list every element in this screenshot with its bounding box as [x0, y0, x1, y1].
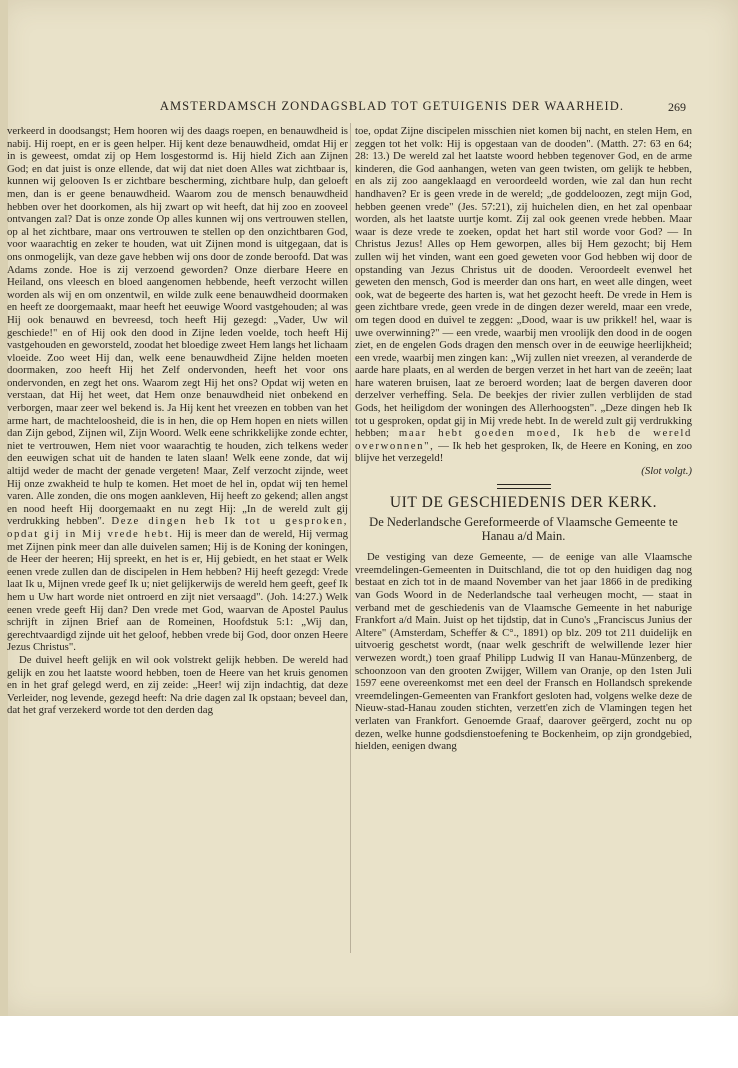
left-paragraph-2: De duivel heeft gelijk en wil ook volstrekt gelijk hebben. De wereld had gelijk en zou het laatste woord hebben, toen de Heere van het kruis genomen en in het graf gelegd werd, en zij zeide: „Heer! wij zijn indachtig, dat deze Verleider, nog levende, gezegd heeft: Na drie dagen zal Ik opstaan; beveel dan, dat het graf verzekerd worde tot den derden dag — [7, 653, 348, 717]
ornament-rule — [497, 484, 551, 489]
left-spaced-quote: Deze dingen heb Ik tot u gesproken, opdat gij in Mij vrede hebt. — [7, 515, 349, 540]
left-column — [7, 125, 348, 717]
right-paragraph-1-end: — Ik heb het gesproken, Ik, de Heere en Koning, en zoo blijve het verzegeld! — [355, 439, 692, 465]
right-spaced-quote: maar hebt goeden moed, Ik heb de wereld overwonnen", — [355, 427, 692, 452]
left-paragraph-1-text: verkeerd in doodsangst; Hem hooren wij des daags roepen, en benauwdheid is nabij. Hij roept, en er is geen helper. Hij kent deze benauwdheid, omdat Hij er in is geweest, omdat zij op Hem losgestormd is. Hij hield Zich aan Zijnen God; en dat juist is onze ellende, dat wij dat niet doen Alles wat zichtbaar is, kunnen wij gelooven Is er zichtbare bescherming, zichtbare hulp, dan geloeft men, dan is er geene benauwdheid. Waarom zou de mensch benauwdheid hebben over het doorkomen, als hij zwart op wit heeft, dat hij zoo en zooveel ontvangen zal? Dat is onze zonde Op alles kunnen wij ons vertrouwen stellen, op al het zichtbare, maar ons vertrouwen te stellen op den onzichtbaren God, voor waarachtig en zeker te houden, wat uit Zijnen mond is uitgegaan, dat is ons onmogelijk, van deze gave hebben wij ons door de zonde beroofd. Dat was Adams zonde. Hoe is zij verzoend geworden? Onze dierbare Heere en Heiland, ons vleesch en bloed aangenomen hebbende, heeft verzocht willen worden als wij en om onzentwil, en wilde zulk eene benauwdheid doormaken en heeft ze doorgemaakt, maar heeft het eeuwige Woord vastgehouden; al was Hij ook benauwd en bevreesd, toch heeft Hij gezegd: „Vader, Uw wil geschiede!" en of Hij ook den dood in Zijne leden voelde, toch heeft Hij vastgehouden en geworsteld, zoodat het bloedige zweet Hem langs het lichaam vloeide. Zoo weet Hij dan, welk eene benauwdheid Zijne helden moeten doormaken, zoo heeft Hij het Zelf ondervonden, heeft het voor ons ondervonden, en zegt het ons. Waarom zegt Hij het ons? Opdat wij weten en verstaan, dat Hij het weet, dat Hem onze benauwdheid niet onbekend en verborgen, maar zeer wel bekend is. Ja Hij kent het vreezen en tobben van het arme hart, de machteloosheid, die is in hen, die op Hem hopen en niets willen dan Zijn gebod, Zijnen wil, Zijn Woord. Welk eene schrikkelijke zonde echter, niet te vertrouwen, Hem niet voor waarachtig te houden, zich telkens weder den eeuwigen schat uit de handen te laten slaan! Welk eene zonde, dat wij altijd weder de macht der genade vergeten! Maar, Zelf verzocht zijnde, weet Hij onze zwakheid te hulp te komen. Het moet de hel in, opdat wij ten hemel varen. Alle zonden, die ons mogen aankleven, Hij heeft zo gekend; allen angst en nood heeft Hij doorgemaakt en nu zegt Hij: „In de wereld zult gij verdrukking hebben". — [7, 125, 348, 528]
slot-volgt-note: (Slot volgt.) — [641, 465, 692, 478]
right-paragraph-2: De vestiging van deze Gemeente, — de eenige van alle Vlaamsche vreemdelingen-Gemeenten in Duitschland, die tot op den huidigen dag nog bestaat en zich tot in de maand November van het jaar 1866 in de prediking van Gods Woord in de Nederlandsche taal verheugen mocht, — staat in verband met de geschiedenis van de Vlaamsche Gemeente in het naburige Frankfort a/d Main. Juist op het tijdstip, dat in Cuno's „Franciscus Junius der Altere" (Amsterdam, Scheffer & C°., 1891) op blz. 209 tot 211 duidelijk en uitvoerig geschetst wordt, (naar welk geschrift de welwillende lezer hier verwezen wordt,) toen graaf Philipp Ludwig II van Hanau-Münzenberg, de schoonzoon van den grooten Zwijger, Willem van Oranje, op den 1sten Juli 1597 eene overeenkomst met een deel der Fransch en Hollandsch sprekende vreemdelingen-Gemeenten van Frankfort gesloten had, volgens welke deze de Nieuw-stad-Hanau zouden stichten, verzett'en zich de Vlamingen tegen het verlaten van Frankfort. Genoemde Graaf, daarover geërgerd, zocht nu op dezen, welke hunne godsdienstoefening te Bockenheim, op zijn grondgebied, hielden, eenigen dwang — [355, 551, 693, 753]
column-divider — [350, 123, 351, 953]
left-paragraph-1 — [7, 125, 348, 654]
right-paragraph-1-text: toe, opdat Zijne discipelen misschien niet komen bij nacht, en stelen Hem, en zeggen tot het volk: Hij is opgestaan van de dooden". (Matth. 27: 63 en 64; 28: 13.) De wereld zal het laatste woord hebben tegenover God, en de arme kinderen, die God aanhangen, weten van geen twisten, om gelijk te hebben, en als zij zoo aangeklaagd en veroordeeld worden, wie zal dan hun recht handhaven? Er is geen vrede in de wereld; „de goddeloozen, zegt mijn God, hebben geenen vrede" (Jes. 57:21), zij huichelen dien, en het zal openbaar worden, als het laatste uurtje komt. Zij zal ook geenen vrede hebben. Maar waar is deze vrede te zoeken, opdat het hart stil worde voor God? — In Christus Jezus! Alles op Hem geworpen, alles bij Hem gezocht; bij Hem zullen wij het vinden, want een goed geweten voor God hebben wij door de opstanding van Jezus Christus uit de dooden. Veroordeelt evenwel het geweten den mensch, God is meerder dan ons hart, en weet alle dingen, weet ook, wat de begeerte des harten is, wat het gezocht heeft. De vrede in Hem is geen zichtbare vrede, geen vrede in de dingen dezer wereld, maar een vrede, om tegen dood en duivel te zeggen: „Dood, waar is uw prikkel! hel, waar is uwe overwinning?" — een vrede, waarbij men vroolijk den dood in de oogen ziet, en de engelen Gods dragen den mensch over in de eeuwige heerlijkheid; een vrede, waarbij men zingen kan: „Wij zullen niet vreezen, al veranderde de aarde hare plaats, en al werden de bergen verzet in het hart van de zeeën; laat hare wateren bruisen, laat ze beroerd worden; laat de bergen daveren door derzelver verheffing. Sela. De beekjes der rivier zullen verblijden de stad Gods, het heiligdom der woningen des Allerhoogsten". „Deze dingen heb Ik tot u gesproken, opdat gij in Mij vrede hebt. In de wereld zult gij verdrukking hebben; — [355, 125, 692, 440]
right-paragraph-1 — [355, 125, 692, 465]
running-header: AMSTERDAMSCH ZONDAGSBLAD TOT GETUIGENIS DER WAARHEID. — [159, 99, 625, 113]
page-number: 269 — [668, 100, 686, 114]
section-title: UIT DE GESCHIEDENIS DER KERK. — [389, 493, 658, 511]
left-paragraph-1-cont: Hij is meer dan de wereld, Hij vermag met Zijnen pink meer dan alle duivelen samen; Hij is de Koning der koningen, de Heer der heeren; Hij spreekt, en het is er, Hij gebiedt, en het staat er Welk eenen vrede zullen dan de discipelen in Hem hebben? Hij heeft gezegd: Vrede laat Ik u, Mijnen vrede geef Ik u; niet gelijkerwijs de wereld hem geeft, geef Ik hem u Uw hart worde niet ontroerd en zijt niet versaagd". (Joh. 14:27.) Welk eenen vrede geeft Hij dan? Den vrede met God, waarvan de Apostel Paulus schrijft in zijnen Brief aan de Romeinen, Hoofdstuk 5:1: „Wij dan, gerechtvaardigd zijnde uit het geloof, hebben vrede bij God, door onzen Heere Jezus Christus". — [7, 528, 349, 654]
right-column — [355, 125, 692, 753]
section-subtitle: De Nederlandsche Gereformeerde of Vlaamsche Gemeente te Hanau a/d Main. — [369, 515, 678, 544]
